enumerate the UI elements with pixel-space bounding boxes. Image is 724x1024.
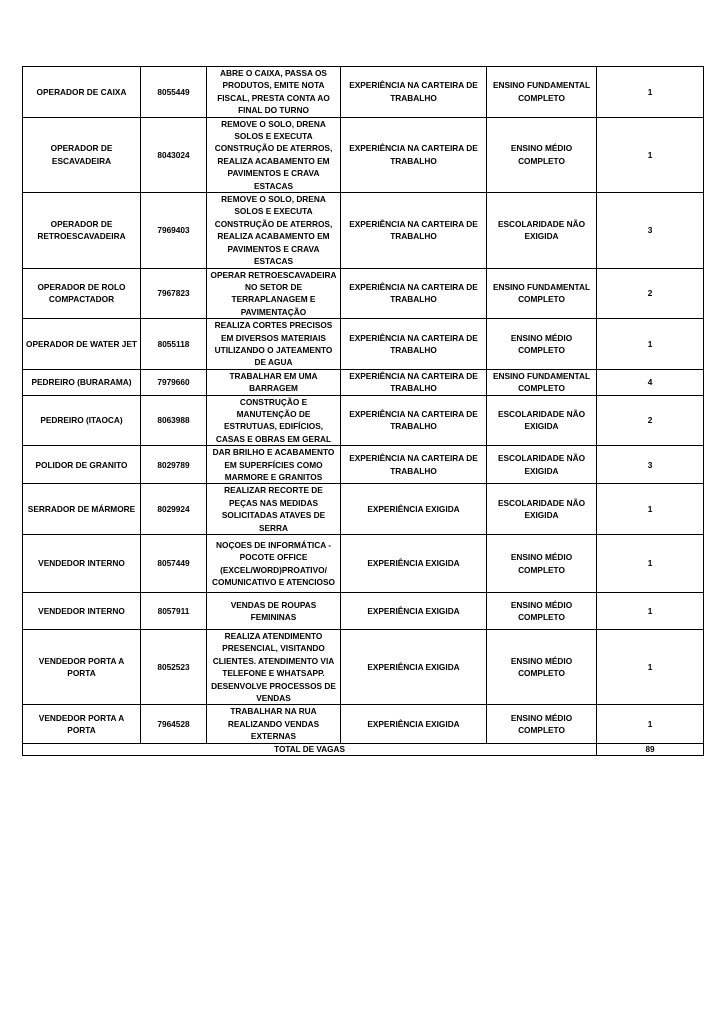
job-activities-cell: REALIZA ATENDIMENTO PRESENCIAL, VISITANDO CLIENTES. ATENDIMENTO VIA TELEFONE E WHATSAPP. DESENVOLVE PROCESSOS DE VENDAS (207, 630, 341, 705)
job-code-cell: 8055118 (141, 319, 207, 370)
vacancies-count-cell: 1 (597, 67, 704, 118)
table-row (23, 705, 704, 743)
vacancies-count-cell: 3 (597, 193, 704, 268)
vacancies-count-cell: 1 (597, 630, 704, 705)
job-title-cell: PEDREIRO (ITAOCA) (23, 395, 141, 446)
table-row (23, 193, 704, 268)
education-requirement-cell: ESCOLARIDADE NÃO EXIGIDA (487, 395, 597, 446)
experience-requirement-cell: EXPERIÊNCIA NA CARTEIRA DE TRABALHO (341, 117, 487, 192)
job-activities-cell: OPERAR RETROESCAVADEIRA NO SETOR DE TERRAPLANAGEM E PAVIMENTAÇÃO (207, 268, 341, 319)
total-row (23, 743, 704, 755)
education-requirement-cell: ENSINO MÉDIO COMPLETO (487, 630, 597, 705)
job-code-cell: 8029924 (141, 484, 207, 535)
education-requirement-cell: ESCOLARIDADE NÃO EXIGIDA (487, 484, 597, 535)
table-row (23, 535, 704, 593)
job-title-cell: VENDEDOR PORTA A PORTA (23, 705, 141, 743)
job-title-cell: VENDEDOR PORTA A PORTA (23, 630, 141, 705)
job-code-cell: 7979660 (141, 369, 207, 395)
vacancies-count-cell: 1 (597, 319, 704, 370)
job-code-cell: 8029789 (141, 446, 207, 484)
vacancies-count-cell: 1 (597, 593, 704, 630)
experience-requirement-cell: EXPERIÊNCIA NA CARTEIRA DE TRABALHO (341, 369, 487, 395)
table-row (23, 630, 704, 705)
job-title-cell: VENDEDOR INTERNO (23, 593, 141, 630)
education-requirement-cell: ENSINO MÉDIO COMPLETO (487, 319, 597, 370)
education-requirement-cell: ENSINO FUNDAMENTAL COMPLETO (487, 369, 597, 395)
job-code-cell: 8057911 (141, 593, 207, 630)
experience-requirement-cell: EXPERIÊNCIA NA CARTEIRA DE TRABALHO (341, 67, 487, 118)
table-row (23, 67, 704, 118)
job-activities-cell: DAR BRILHO E ACABAMENTO EM SUPERFÍCIES COMO MARMORE E GRANITOS (207, 446, 341, 484)
job-activities-cell: REMOVE O SOLO, DRENA SOLOS E EXECUTA CONSTRUÇÃO DE ATERROS, REALIZA ACABAMENTO EM PAVIMENTOS E CRAVA ESTACAS (207, 117, 341, 192)
job-code-cell: 8057449 (141, 535, 207, 593)
job-code-cell: 8063988 (141, 395, 207, 446)
job-code-cell: 7964528 (141, 705, 207, 743)
job-activities-cell: CONSTRUÇÃO E MANUTENÇÃO DE ESTRUTUAS, EDIFÍCIOS, CASAS E OBRAS EM GERAL (207, 395, 341, 446)
education-requirement-cell: ESCOLARIDADE NÃO EXIGIDA (487, 193, 597, 268)
job-activities-cell: ABRE O CAIXA, PASSA OS PRODUTOS, EMITE NOTA FISCAL, PRESTA CONTA AO FINAL DO TURNO (207, 67, 341, 118)
education-requirement-cell: ENSINO FUNDAMENTAL COMPLETO (487, 268, 597, 319)
education-requirement-cell: ENSINO FUNDAMENTAL COMPLETO (487, 67, 597, 118)
job-activities-cell: VENDAS DE ROUPAS FEMININAS (207, 593, 341, 630)
total-label: TOTAL DE VAGAS (23, 743, 597, 755)
job-title-cell: OPERADOR DE WATER JET (23, 319, 141, 370)
vacancies-count-cell: 1 (597, 705, 704, 743)
education-requirement-cell: ENSINO MÉDIO COMPLETO (487, 593, 597, 630)
experience-requirement-cell: EXPERIÊNCIA NA CARTEIRA DE TRABALHO (341, 319, 487, 370)
job-title-cell: SERRADOR DE MÁRMORE (23, 484, 141, 535)
vacancies-count-cell: 1 (597, 535, 704, 593)
vacancies-count-cell: 2 (597, 395, 704, 446)
education-requirement-cell: ENSINO MÉDIO COMPLETO (487, 705, 597, 743)
table-row (23, 369, 704, 395)
job-activities-cell: REALIZAR RECORTE DE PEÇAS NAS MEDIDAS SOLICITADAS ATAVES DE SERRA (207, 484, 341, 535)
vacancies-count-cell: 4 (597, 369, 704, 395)
job-title-cell: POLIDOR DE GRANITO (23, 446, 141, 484)
job-activities-cell: TRABALHAR NA RUA REALIZANDO VENDAS EXTERNAS (207, 705, 341, 743)
vacancies-count-cell: 1 (597, 117, 704, 192)
table-row (23, 268, 704, 319)
job-title-cell: VENDEDOR INTERNO (23, 535, 141, 593)
table-row (23, 484, 704, 535)
vacancies-count-cell: 2 (597, 268, 704, 319)
table-body (23, 67, 704, 744)
experience-requirement-cell: EXPERIÊNCIA EXIGIDA (341, 593, 487, 630)
experience-requirement-cell: EXPERIÊNCIA NA CARTEIRA DE TRABALHO (341, 193, 487, 268)
job-code-cell: 8055449 (141, 67, 207, 118)
job-activities-cell: REALIZA CORTES PRECISOS EM DIVERSOS MATERIAIS UTILIZANDO O JATEAMENTO DE AGUA (207, 319, 341, 370)
job-code-cell: 8052523 (141, 630, 207, 705)
vacancies-count-cell: 1 (597, 484, 704, 535)
experience-requirement-cell: EXPERIÊNCIA NA CARTEIRA DE TRABALHO (341, 268, 487, 319)
job-title-cell: OPERADOR DE CAIXA (23, 67, 141, 118)
job-activities-cell: TRABALHAR EM UMA BARRAGEM (207, 369, 341, 395)
table-row (23, 117, 704, 192)
experience-requirement-cell: EXPERIÊNCIA EXIGIDA (341, 484, 487, 535)
experience-requirement-cell: EXPERIÊNCIA EXIGIDA (341, 705, 487, 743)
job-activities-cell: NOÇOES DE INFORMÁTICA - POCOTE OFFICE (EXCEL/WORD)PROATIVO/ COMUNICATIVO E ATENCIOSO (207, 535, 341, 593)
job-code-cell: 7969403 (141, 193, 207, 268)
job-title-cell: PEDREIRO (BURARAMA) (23, 369, 141, 395)
education-requirement-cell: ESCOLARIDADE NÃO EXIGIDA (487, 446, 597, 484)
job-title-cell: OPERADOR DE ROLO COMPACTADOR (23, 268, 141, 319)
job-vacancies-table (22, 66, 704, 756)
table-row (23, 446, 704, 484)
education-requirement-cell: ENSINO MÉDIO COMPLETO (487, 535, 597, 593)
education-requirement-cell: ENSINO MÉDIO COMPLETO (487, 117, 597, 192)
table-row (23, 395, 704, 446)
job-title-cell: OPERADOR DE ESCAVADEIRA (23, 117, 141, 192)
experience-requirement-cell: EXPERIÊNCIA NA CARTEIRA DE TRABALHO (341, 395, 487, 446)
vacancies-count-cell: 3 (597, 446, 704, 484)
job-code-cell: 8043024 (141, 117, 207, 192)
total-value: 89 (597, 743, 704, 755)
job-code-cell: 7967823 (141, 268, 207, 319)
experience-requirement-cell: EXPERIÊNCIA NA CARTEIRA DE TRABALHO (341, 446, 487, 484)
job-activities-cell: REMOVE O SOLO, DRENA SOLOS E EXECUTA CONSTRUÇÃO DE ATERROS, REALIZA ACABAMENTO EM PAVIMENTOS E CRAVA ESTACAS (207, 193, 341, 268)
table-row (23, 319, 704, 370)
experience-requirement-cell: EXPERIÊNCIA EXIGIDA (341, 535, 487, 593)
experience-requirement-cell: EXPERIÊNCIA EXIGIDA (341, 630, 487, 705)
table-row (23, 593, 704, 630)
job-title-cell: OPERADOR DE RETROESCAVADEIRA (23, 193, 141, 268)
